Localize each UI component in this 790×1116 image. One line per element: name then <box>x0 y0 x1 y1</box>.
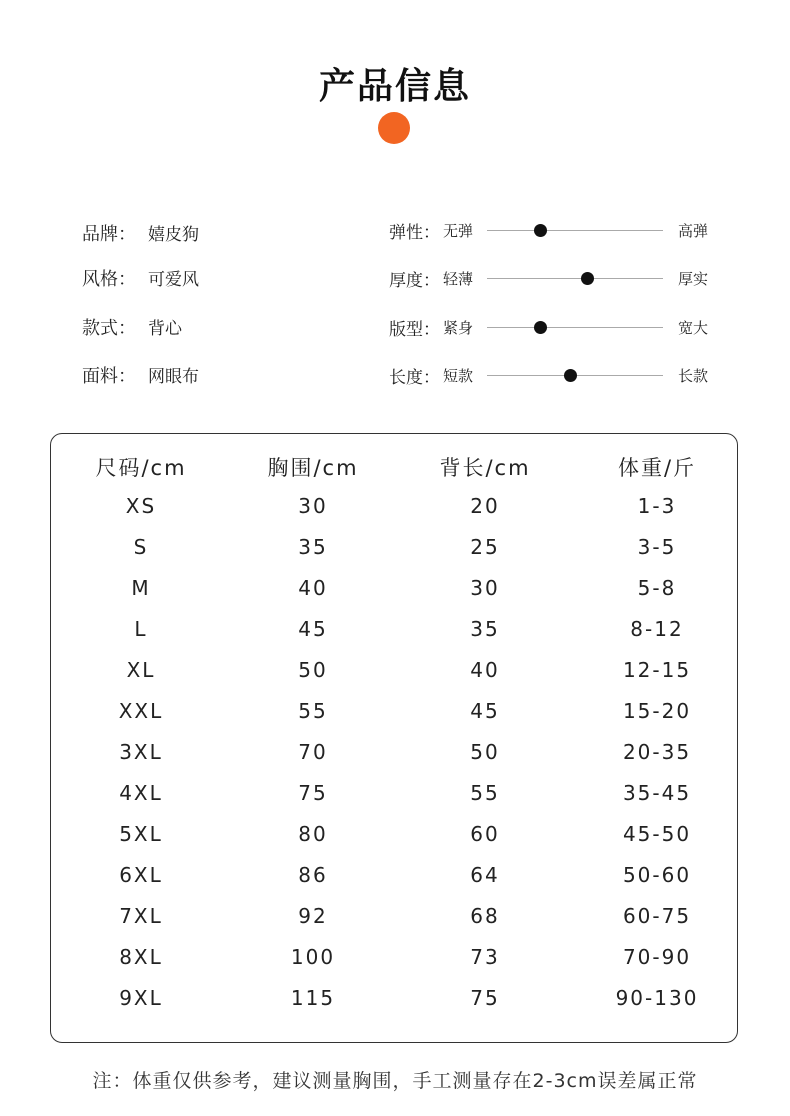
table-cell: 40 <box>298 576 328 600</box>
table-header: 胸围/cm <box>267 456 359 480</box>
scale-label-length: 长度： <box>389 368 440 388</box>
table-cell: 45 <box>298 617 328 641</box>
table-cell: 115 <box>290 986 336 1010</box>
page-title: 产品信息 <box>318 66 471 107</box>
attribute-label: 面料： <box>82 366 136 387</box>
table-cell: 70-90 <box>622 945 692 969</box>
table-cell: XL <box>126 658 156 682</box>
table-cell: S <box>133 535 149 559</box>
table-cell: 6XL <box>119 863 163 887</box>
table-cell: 80 <box>298 822 328 846</box>
footnote: 注：体重仅供参考，建议测量胸围，手工测量存在2-3cm误差属正常 <box>92 1070 698 1092</box>
table-cell: 45 <box>470 699 500 723</box>
scale-label-fit: 版型： <box>389 320 440 340</box>
table-cell: 4XL <box>119 781 163 805</box>
scale-max-elasticity: 高弹 <box>678 222 709 240</box>
attribute-value: 可爱风 <box>148 270 199 290</box>
scale-min-thickness: 轻薄 <box>443 270 474 288</box>
table-cell: 86 <box>298 863 328 887</box>
attribute-value: 网眼布 <box>148 367 199 387</box>
scale-max-fit: 宽大 <box>678 319 709 337</box>
attribute-fabric <box>82 362 199 388</box>
table-cell: 100 <box>290 945 336 969</box>
table-cell: 60-75 <box>622 904 692 928</box>
table-cell: 75 <box>298 781 328 805</box>
table-cell: 55 <box>470 781 500 805</box>
table-cell: 90-130 <box>615 986 699 1010</box>
scale-min-fit: 紧身 <box>443 319 474 337</box>
attribute-brand <box>82 220 199 246</box>
table-cell: 92 <box>298 904 328 928</box>
attribute-value: 背心 <box>148 319 182 339</box>
table-cell: 68 <box>470 904 500 928</box>
table-cell: 1-3 <box>637 494 677 518</box>
scale-knob-elasticity <box>534 224 547 237</box>
table-cell: 20 <box>470 494 500 518</box>
table-cell: 30 <box>470 576 500 600</box>
scale-label-elasticity: 弹性： <box>389 223 440 243</box>
scale-min-length: 短款 <box>443 367 474 385</box>
scale-max-length: 长款 <box>678 367 709 385</box>
table-cell: 64 <box>470 863 500 887</box>
table-cell: 3XL <box>119 740 163 764</box>
table-cell: 25 <box>470 535 500 559</box>
scale-track-thickness <box>487 278 663 279</box>
attribute-value: 嬉皮狗 <box>148 225 199 245</box>
table-cell: 60 <box>470 822 500 846</box>
table-cell: 40 <box>470 658 500 682</box>
scale-label-thickness: 厚度： <box>389 271 440 291</box>
table-cell: 35 <box>298 535 328 559</box>
table-cell: 30 <box>298 494 328 518</box>
scale-knob-thickness <box>581 272 594 285</box>
accent-dot <box>378 112 410 144</box>
table-cell: 15-20 <box>622 699 692 723</box>
table-cell: 3-5 <box>637 535 677 559</box>
scale-track-fit <box>487 327 663 328</box>
attribute-label: 风格： <box>82 269 136 290</box>
table-cell: 8-12 <box>630 617 684 641</box>
table-cell: XS <box>125 494 157 518</box>
table-cell: XXL <box>118 699 164 723</box>
table-cell: 8XL <box>119 945 163 969</box>
attribute-label: 款式： <box>82 318 136 339</box>
table-cell: 50 <box>470 740 500 764</box>
attribute-label: 品牌： <box>82 224 136 245</box>
table-cell: 35-45 <box>622 781 692 805</box>
size-table <box>50 433 738 1043</box>
scale-min-elasticity: 无弹 <box>443 222 474 240</box>
scale-track-elasticity <box>487 230 663 231</box>
table-cell: 75 <box>470 986 500 1010</box>
table-cell: 9XL <box>119 986 163 1010</box>
table-header: 体重/斤 <box>617 456 697 480</box>
attribute-type <box>82 314 182 340</box>
table-cell: 70 <box>298 740 328 764</box>
table-cell: 5-8 <box>637 576 677 600</box>
attribute-style <box>82 265 199 291</box>
scale-knob-length <box>564 369 577 382</box>
scale-max-thickness: 厚实 <box>678 270 709 288</box>
table-cell: 55 <box>298 699 328 723</box>
table-cell: L <box>134 617 148 641</box>
scale-knob-fit <box>534 321 547 334</box>
table-cell: 50-60 <box>622 863 692 887</box>
table-cell: 45-50 <box>622 822 692 846</box>
table-header: 背长/cm <box>439 456 531 480</box>
table-cell: 35 <box>470 617 500 641</box>
table-cell: 20-35 <box>622 740 692 764</box>
table-cell: M <box>131 576 151 600</box>
table-cell: 12-15 <box>622 658 692 682</box>
table-header: 尺码/cm <box>95 456 187 480</box>
table-cell: 73 <box>470 945 500 969</box>
table-cell: 5XL <box>119 822 163 846</box>
table-cell: 50 <box>298 658 328 682</box>
table-cell: 7XL <box>119 904 163 928</box>
